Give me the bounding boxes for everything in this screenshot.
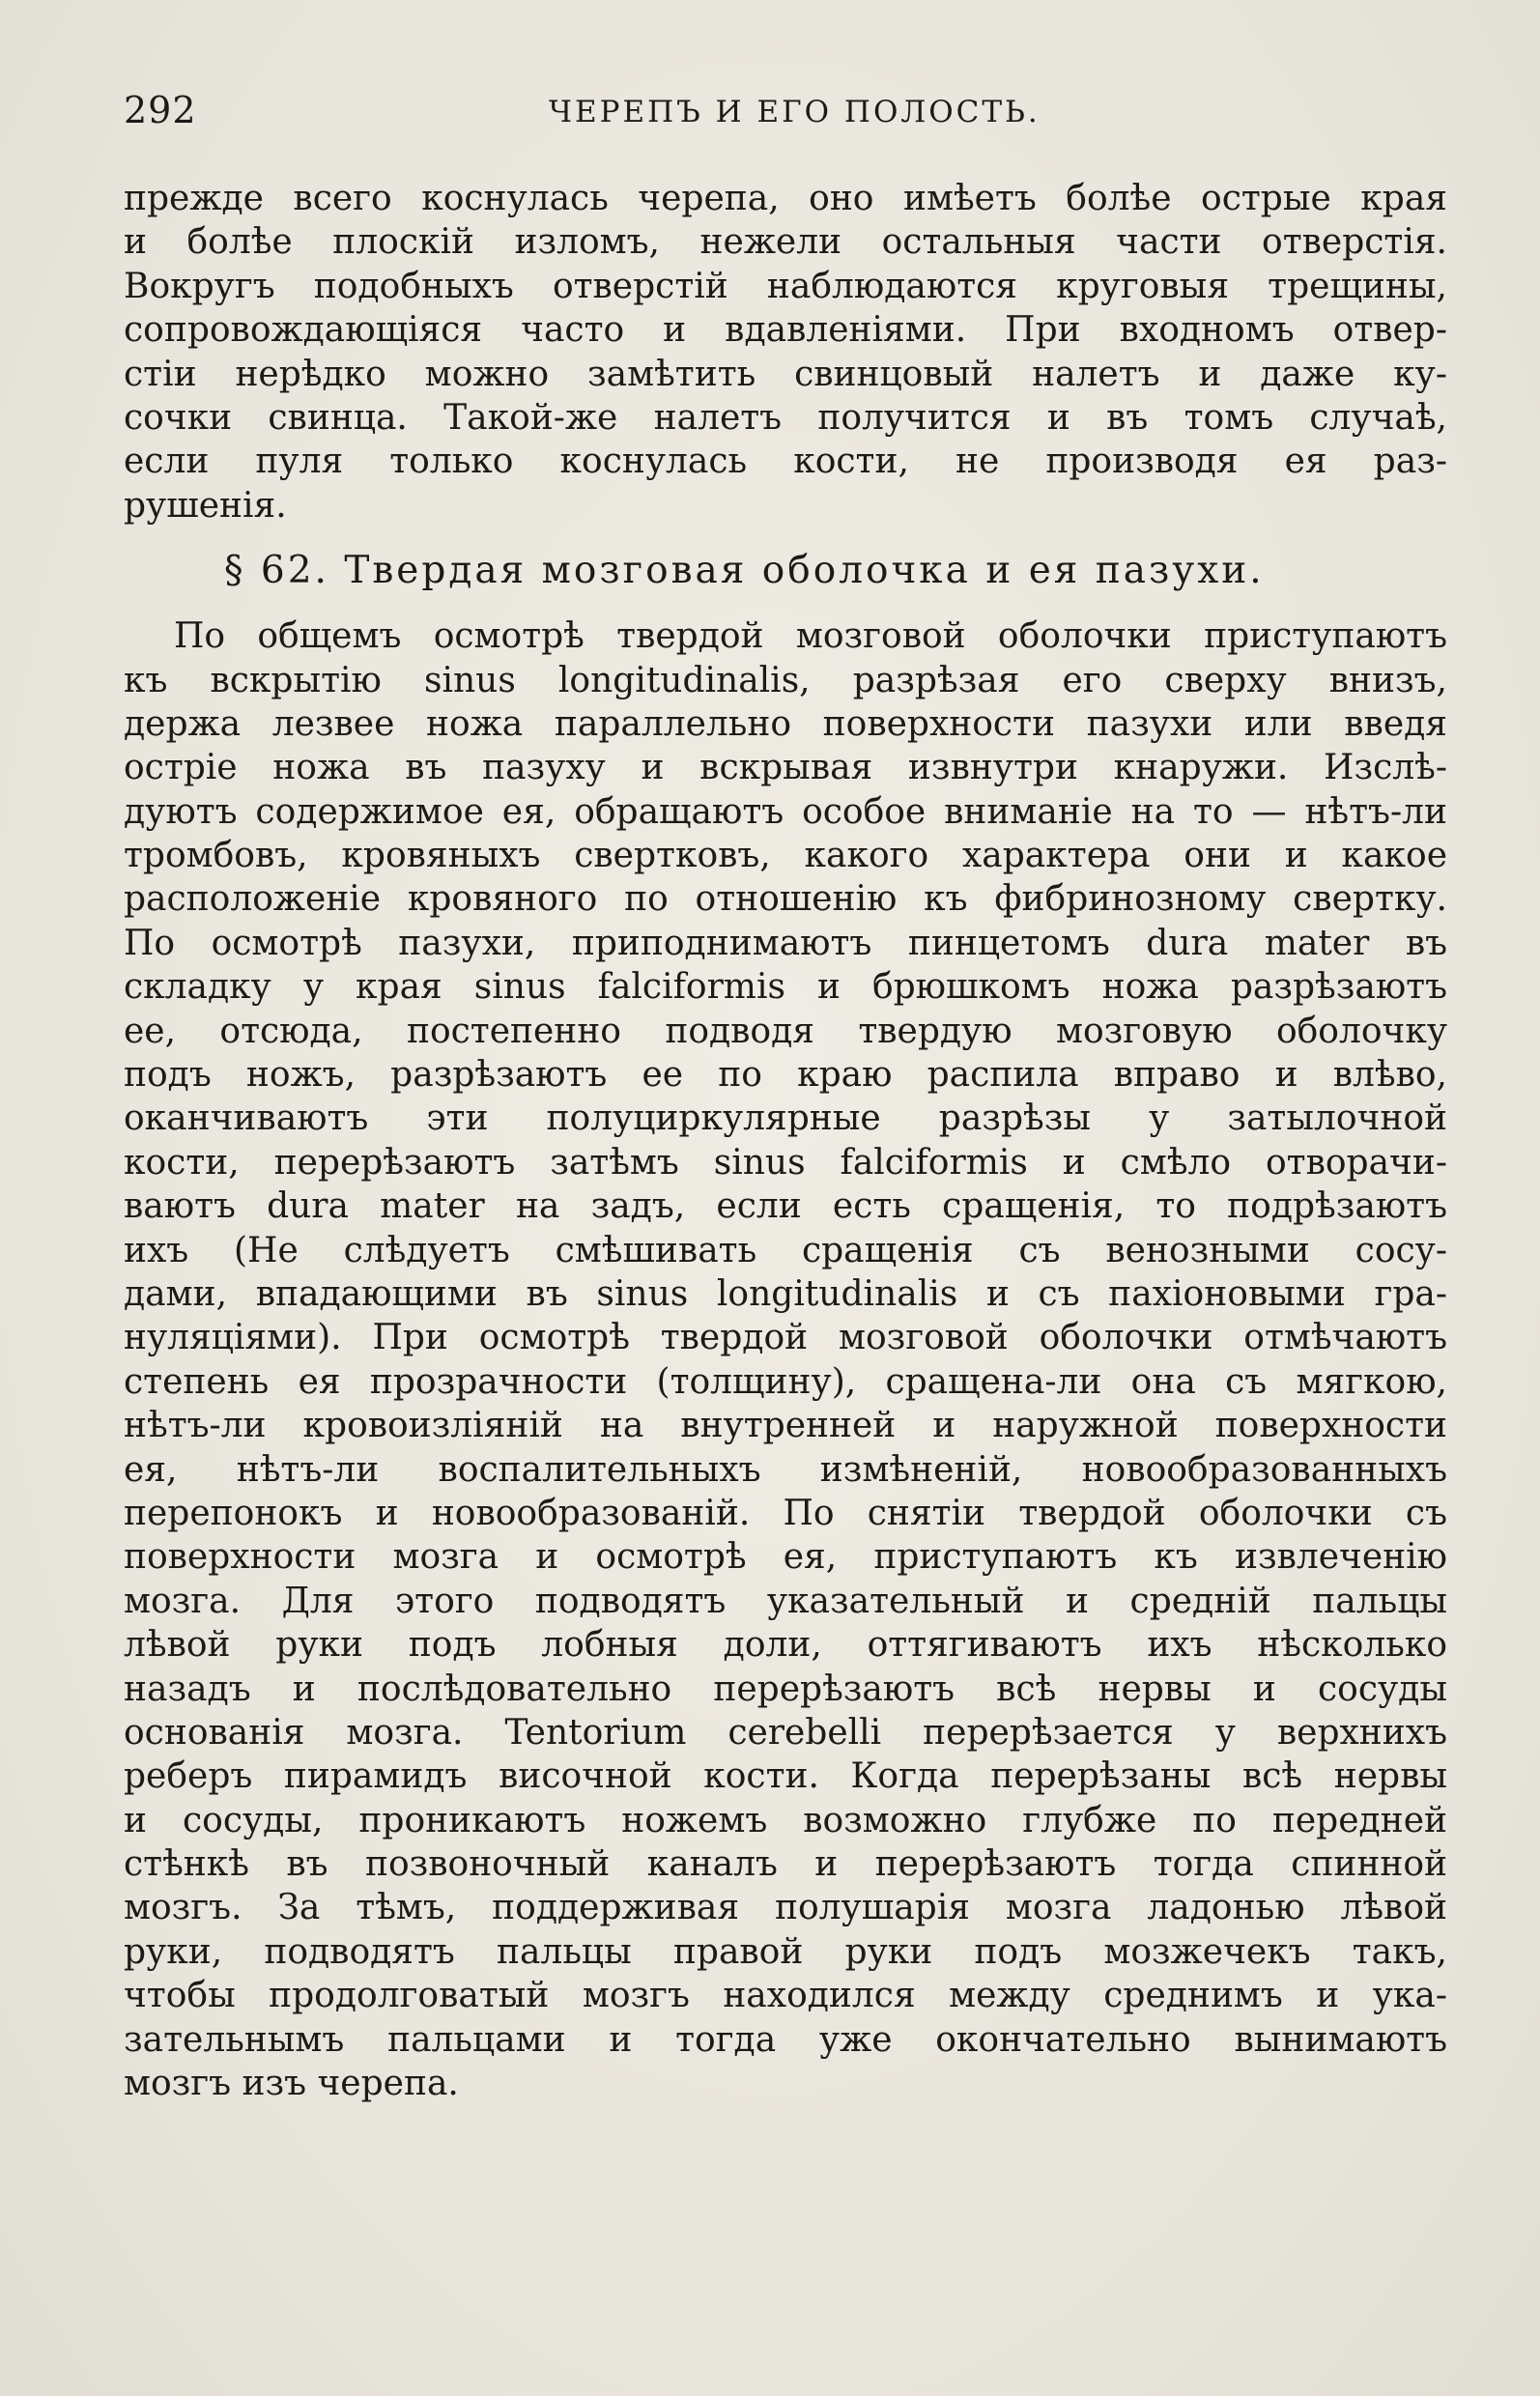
text-line: прежде всего коснулась черепа, оно имѣетъ болѣе острые края	[124, 179, 1447, 218]
text-line: остріе ножа въ пазуху и вскрывая извнутри кнаружи. Изслѣ-	[124, 748, 1447, 788]
text-line: складку у края sinus falciformis и брюшкомъ ножа разрѣзаютъ	[124, 967, 1447, 1008]
text-line: тромбовъ, кровяныхъ свертковъ, какого характера они и какое	[124, 836, 1447, 876]
text-line: мозгъ. За тѣмъ, поддерживая полушарія мозга ладонью лѣвой	[124, 1888, 1447, 1928]
text-line: степень ея прозрачности (толщину), сращена-ли она съ мягкою,	[124, 1361, 1447, 1402]
text-line: ее, отсюда, постепенно подводя твердую мозговую оболочку	[124, 1011, 1447, 1051]
text-line: основанія мозга. Tentorium cerebelli перерѣзается у верхнихъ	[124, 1712, 1447, 1753]
text-line: расположеніе кровяного по отношенію къ фибринозному свертку.	[124, 879, 1447, 920]
text-line: руки, подводятъ пальцы правой руки подъ мозжечекъ такъ,	[124, 1931, 1447, 1972]
text-line: нѣтъ-ли кровоизліяній на внутренней и наружной поверхности	[124, 1406, 1447, 1446]
text-line: Вокругъ подобныхъ отверстій наблюдаются круговыя трещины,	[124, 266, 1447, 306]
paragraph-1	[124, 177, 1447, 528]
text-line: и сосуды, проникаютъ ножемъ возможно глубже по передней	[124, 1800, 1447, 1840]
body-text	[124, 177, 1447, 2105]
section-heading: § 62. Твердая мозговая оболочка и ея пазухи.	[224, 549, 1265, 593]
text-line: чтобы продолговатый мозгъ находился между среднимъ и ука-	[124, 1976, 1447, 2016]
text-line: если пуля только коснулась кости, не производя ея раз-	[124, 442, 1447, 482]
text-line: поверхности мозга и осмотрѣ ея, приступаютъ къ извлеченію	[124, 1537, 1447, 1578]
text-line: ея, нѣтъ-ли воспалительныхъ измѣненій, новообразованныхъ	[124, 1449, 1447, 1490]
text-line: кости, перерѣзаютъ затѣмъ sinus falciformis и смѣло отворачи-	[124, 1142, 1447, 1183]
text-line: По осмотрѣ пазухи, приподнимаютъ пинцетомъ dura mater въ	[124, 923, 1447, 963]
text-line: мозгъ изъ черепа.	[124, 2064, 459, 2104]
text-line: дами, впадающими въ sinus longitudinalis и съ пахіоновыми гра-	[124, 1273, 1447, 1314]
text-line: назадъ и послѣдовательно перерѣзаютъ всѣ нервы и сосуды	[124, 1669, 1447, 1709]
text-line: зательнымъ пальцами и тогда уже окончательно вынимаютъ	[124, 2019, 1447, 2060]
text-line: По общемъ осмотрѣ твердой мозговой оболочки приступаютъ	[174, 616, 1447, 657]
text-line: лѣвой руки подъ лобныя доли, оттягиваютъ ихъ нѣсколько	[124, 1625, 1447, 1666]
text-line: сочки свинца. Такой-же налетъ получится и въ томъ случаѣ,	[124, 397, 1447, 438]
text-line: и болѣе плоскій изломъ, нежели остальныя части отверстія.	[124, 222, 1447, 263]
text-line: дуютъ содержимое ея, обращаютъ особое вниманіе на то — нѣтъ-ли	[124, 791, 1447, 832]
text-line: ихъ (Не слѣдуетъ смѣшивать сращенія съ венозными сосу-	[124, 1230, 1447, 1270]
text-line: мозга. Для этого подводятъ указательный и средній пальцы	[124, 1581, 1447, 1621]
running-title: ЧЕРЕПЪ И ЕГО ПОЛОСТЬ.	[549, 95, 1041, 129]
page-number: 292	[124, 89, 197, 131]
text-line: ваютъ dura mater на задъ, если есть сращенія, то подрѣзаютъ	[124, 1186, 1447, 1227]
text-line: реберъ пирамидъ височной кости. Когда перерѣзаны всѣ нервы	[124, 1756, 1447, 1797]
text-line: сопровождающіяся часто и вдавленіями. При входномъ отвер-	[124, 310, 1447, 351]
text-line: подъ ножъ, разрѣзаютъ ее по краю распила вправо и влѣво,	[124, 1055, 1447, 1096]
text-line: стіи нерѣдко можно замѣтить свинцовый налетъ и даже ку-	[124, 354, 1447, 394]
text-line: держа лезвее ножа параллельно поверхности пазухи или введя	[124, 703, 1447, 744]
text-line: перепонокъ и новообразованій. По снятіи твердой оболочки съ	[124, 1493, 1447, 1533]
page-header	[124, 89, 1447, 147]
text-line: оканчиваютъ эти полуциркулярные разрѣзы у затылочной	[124, 1098, 1447, 1139]
text-line: нуляціями). При осмотрѣ твердой мозговой оболочки отмѣчаютъ	[124, 1318, 1447, 1358]
text-line: къ вскрытію sinus longitudinalis, разрѣзая его сверху внизъ,	[124, 660, 1447, 700]
text-line: стѣнкѣ въ позвоночный каналъ и перерѣзаютъ тогда спинной	[124, 1844, 1447, 1885]
paragraph-2	[124, 614, 1447, 2105]
text-line: рушенія.	[124, 485, 287, 526]
